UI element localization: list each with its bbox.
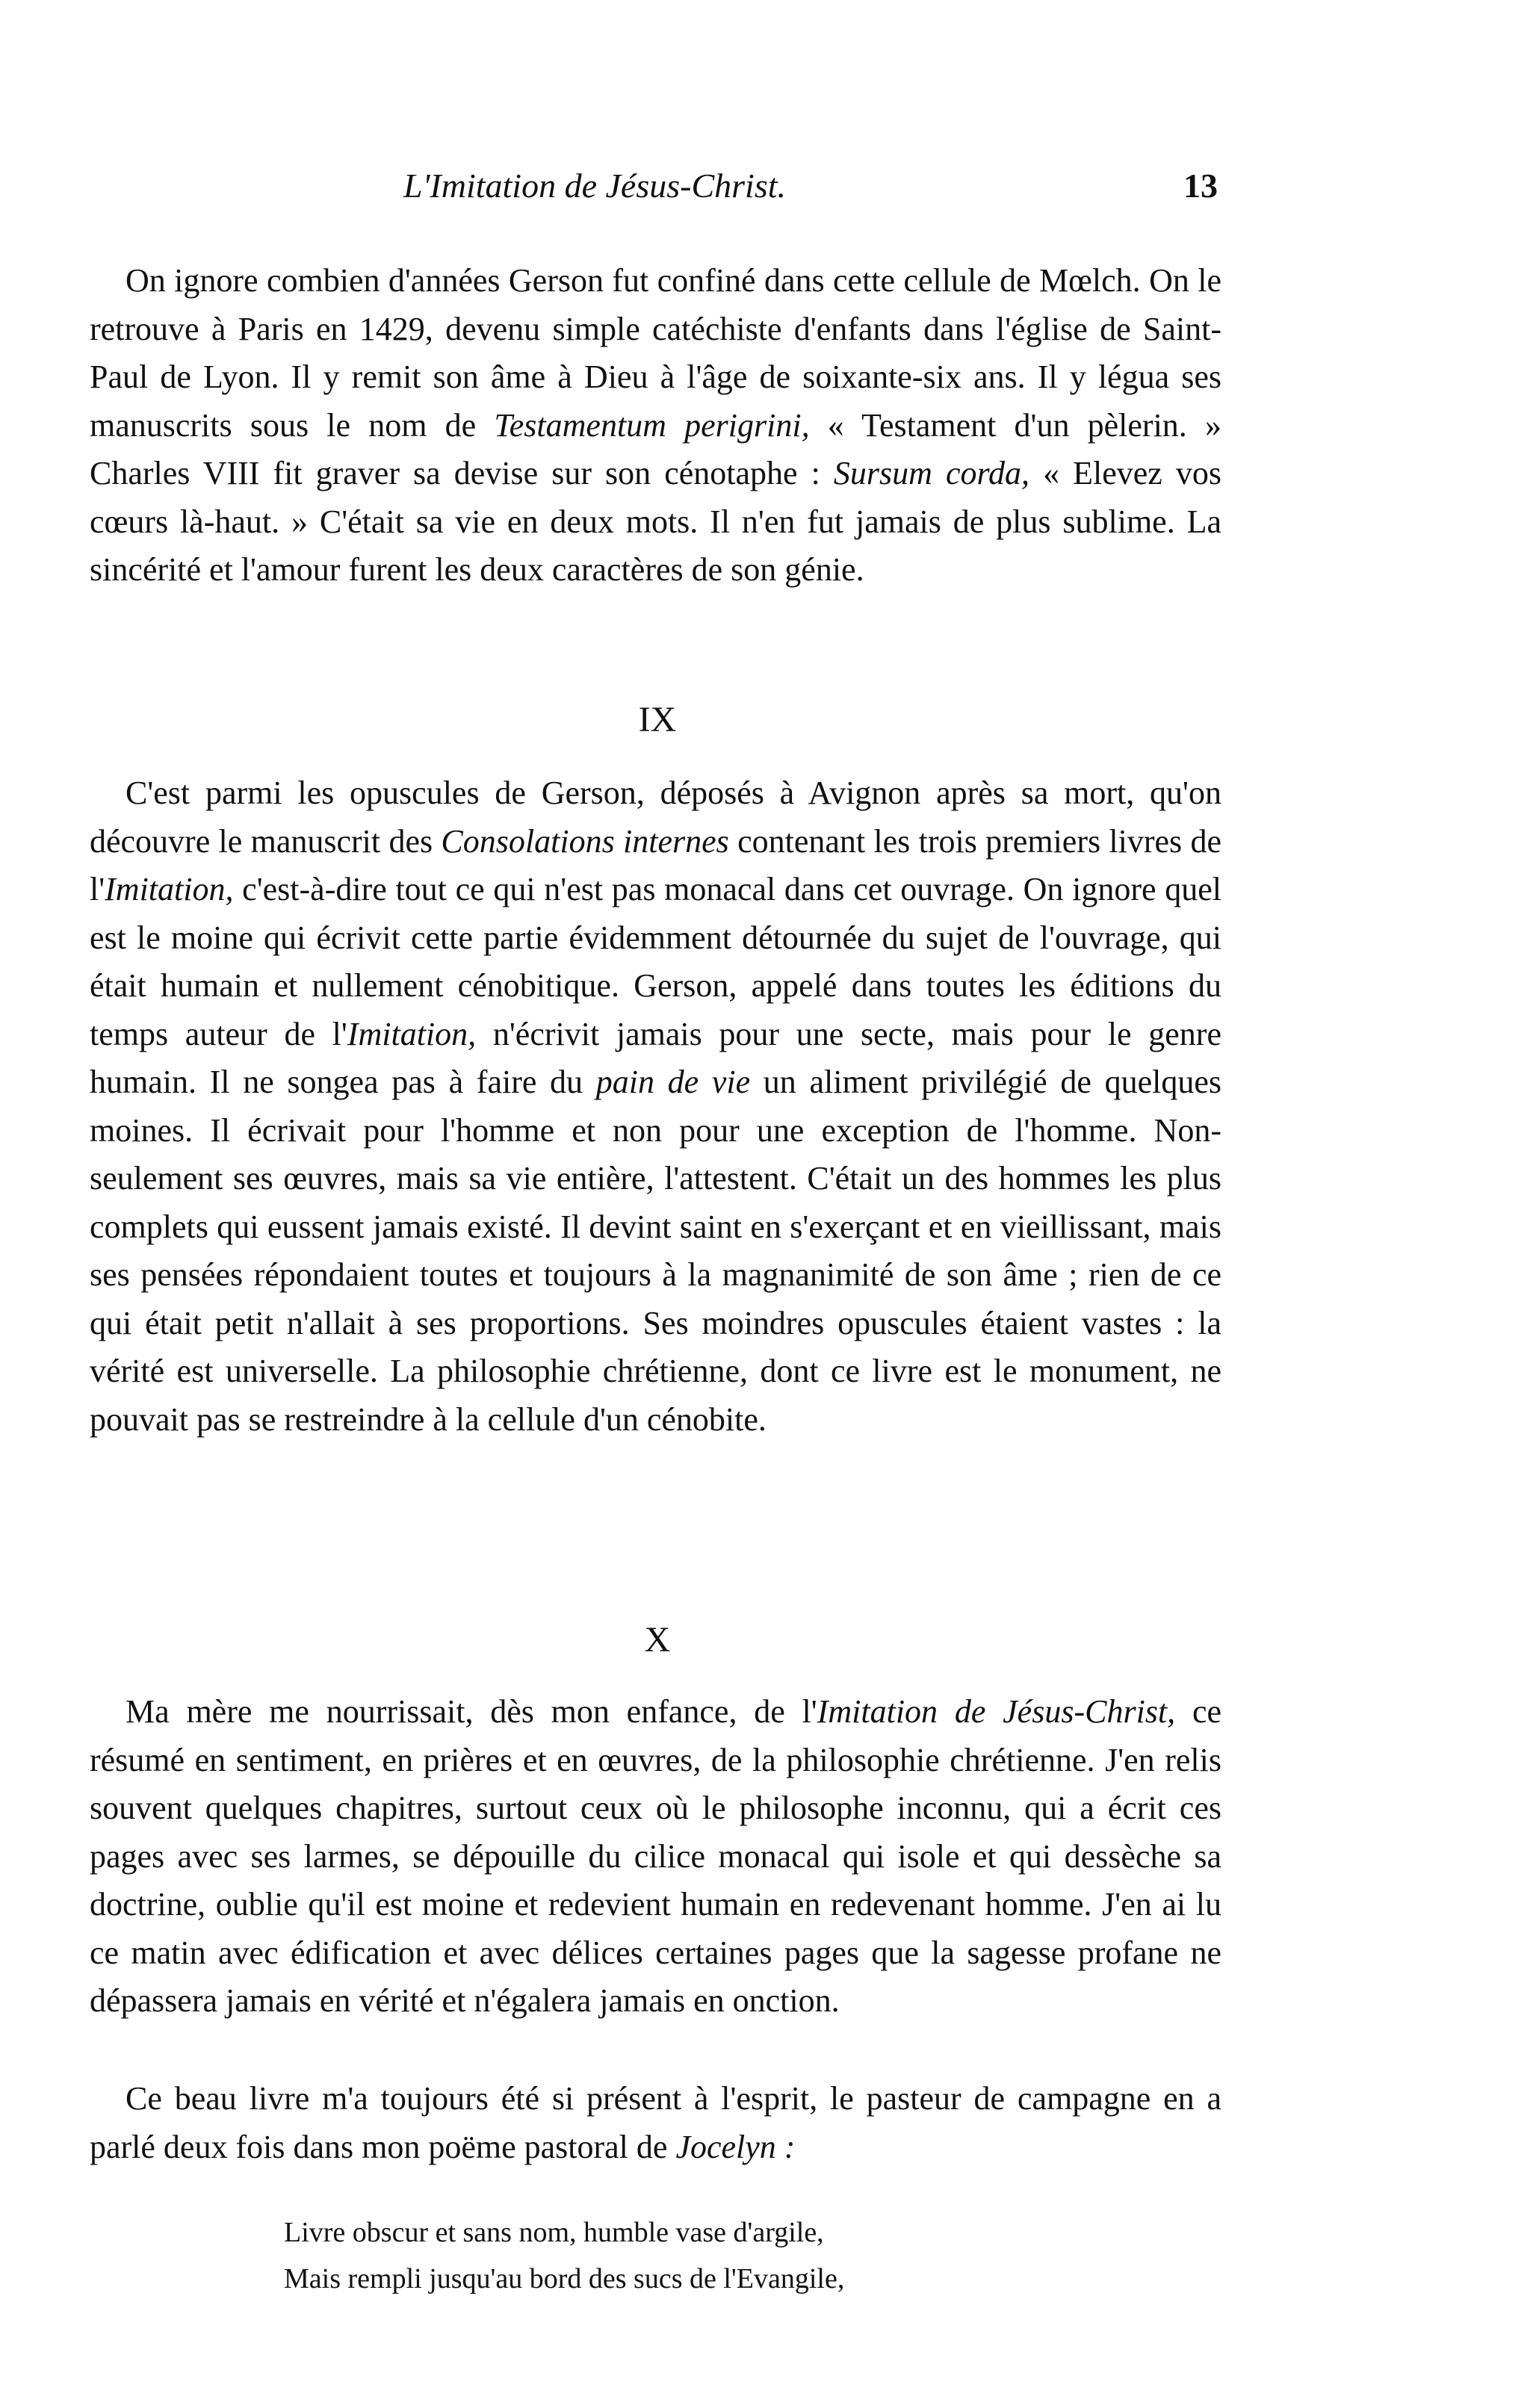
text-run: c'est-à-dire tout ce qui n'est pas monacal dans cet ouvrage. On ignore quel est le moine qui écrivit cette partie évidemment détournée du sujet de l'ouvrage, qui était humain et nullement cénobitique. Gerson, appelé dans toutes les éditions du temps auteur de l' xyxy=(90,871,1221,1052)
italic-run: Imitation, xyxy=(105,871,234,907)
section-heading-x: X xyxy=(644,1620,671,1660)
verse-line: Mais rempli jusqu'au bord des sucs de l'Evangile, xyxy=(284,2263,845,2294)
text-run: ce résumé en sentiment, en prières et en œuvres, de la philosophie chrétienne. J'en relis souvent quelques chapitres, surtout ceux où le philosophe inconnu, qui a écrit ces pages avec ses larmes, se dépouille du cilice monacal qui isole et qui dessèche sa doctrine, oublie qu'il est moine et redevient humain en redevenant homme. J'en ai lu ce matin avec édification et avec délices certaines pages que la sagesse profane ne dépassera jamais en vérité et n'égalera jamais en onction. xyxy=(90,1693,1222,2019)
italic-run: Imitation, xyxy=(347,1015,477,1052)
paragraph-mother xyxy=(90,1688,1221,2026)
text-run: C'est parmi les opuscules de Gerson, déposés à Avignon après sa mort, qu'on découvre le manuscrit des xyxy=(90,775,1221,860)
text-run: contenant les trois premiers livres de l' xyxy=(90,822,1222,907)
text-run: n'écrivit jamais pour une secte, mais pour le genre humain. Il ne songea pas à faire du xyxy=(90,1015,1221,1100)
text-run: « Elevez vos cœurs là-haut. » C'était sa vie en deux mots. Il n'en fut jamais de plus sublime. La sincérité et l'amour furent les deux caractères de son génie. xyxy=(90,455,1221,588)
paragraph-gerson-life xyxy=(90,257,1221,595)
text-run: Ce beau livre m'a toujours été si présent à l'esprit, le pasteur de campagne en a parlé deux fois dans mon poëme pastoral de xyxy=(90,2080,1221,2165)
italic-run: Jocelyn : xyxy=(675,2128,796,2165)
running-title: L'Imitation de Jésus-Christ. xyxy=(403,167,786,205)
paragraph-text xyxy=(90,257,1221,595)
section-heading-ix: IX xyxy=(638,700,677,739)
text-run: « Testament d'un pèlerin. » Charles VIII fit graver sa devise sur son cénotaphe : xyxy=(90,406,1221,491)
italic-run: pain de vie xyxy=(595,1064,751,1100)
paragraph-text xyxy=(90,2075,1221,2171)
paragraph-opuscules xyxy=(90,769,1221,1444)
italic-run: Consolations internes xyxy=(441,822,729,860)
page-number: 13 xyxy=(1183,167,1218,205)
text-run: Ma mère me nourrissait, dès mon enfance, de l' xyxy=(126,1693,817,1730)
verse-line: Livre obscur et sans nom, humble vase d'argile, xyxy=(284,2217,824,2248)
paragraph-text xyxy=(90,769,1221,1444)
text-run: un aliment privilégié de quelques moines. Il écrivait pour l'homme et non pour une exception de l'homme. Non-seulement ses œuvres, mais sa vie entière, l'attestent. C'était un des hommes les plus complets qui eussent jamais existé. Il devint saint en s'exerçant et en vieillissant, mais ses pensées répondaient toutes et toujours à la magnanimité de son âme ; rien de ce qui était petit n'allait à ses proportions. Ses moindres opuscules étaient vastes : la vérité est universelle. La philosophie chrétienne, dont ce livre est le monument, ne pouvait pas se restreindre à la cellule d'un cénobite. xyxy=(90,1064,1221,1438)
page-header xyxy=(403,166,1218,218)
italic-run: Sursum corda, xyxy=(833,455,1030,491)
paragraph-text xyxy=(90,1688,1221,2026)
italic-run: Testamentum perigrini, xyxy=(494,406,810,444)
text-run: On ignore combien d'années Gerson fut confiné dans cette cellule de Mœlch. On le retrouve à Paris en 1429, devenu simple catéchiste d'enfants dans l'église de Saint-Paul de Lyon. Il y remit son âme à Dieu à l'âge de soixante-six ans. Il y légua ses manuscrits sous le nom de xyxy=(90,262,1221,444)
paragraph-jocelyn xyxy=(90,2075,1221,2171)
verse-quote xyxy=(284,2209,844,2302)
italic-run: Imitation de Jésus-Christ, xyxy=(817,1693,1176,1730)
